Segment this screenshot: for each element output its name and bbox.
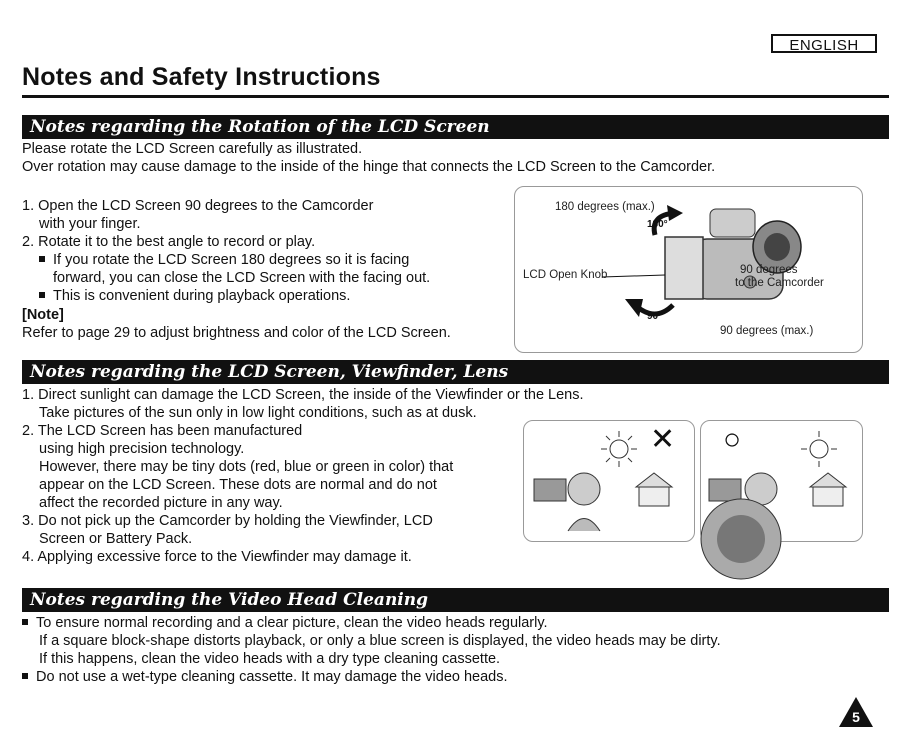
note-text: Refer to page 29 to adjust brightness and color of the LCD Screen. <box>22 325 451 341</box>
mark-90: 90° <box>647 311 663 322</box>
note-label: [Note] <box>22 307 64 323</box>
mark-180: 180° <box>647 219 668 230</box>
bullet-line <box>39 287 350 305</box>
step-line: 2. Rotate it to the best angle to record or play. <box>22 234 316 250</box>
text-line: If this happens, clean the video heads with a dry type cleaning cassette. <box>39 651 501 667</box>
section-heading-video-head-cleaning: Notes regarding the Video Head Cleaning <box>30 590 429 610</box>
bullet-text: Do not use a wet-type cleaning cassette. It may damage the video heads. <box>36 669 508 685</box>
bullet-marker <box>39 292 45 298</box>
step-line: forward, you can close the LCD Screen with the facing out. <box>53 270 431 286</box>
page-number-badge <box>838 696 874 728</box>
page-title: Notes and Safety Instructions <box>22 63 381 91</box>
intro-line: Over rotation may cause damage to the inside of the hinge that connects the LCD Screen to the Camcorder. <box>22 159 716 175</box>
label-to-camcorder: to the Camcorder <box>735 277 824 289</box>
bullet-marker <box>39 256 45 262</box>
title-divider <box>22 95 889 98</box>
label-90-max: 90 degrees (max.) <box>720 325 814 337</box>
right-sun-figure <box>700 420 863 542</box>
text-line: If a square block-shape distorts playback, or only a blue screen is displayed, the video heads may be dirty. <box>39 633 721 649</box>
label-lcd-open-knob: LCD Open Knob <box>523 269 608 281</box>
right-mark: ○ <box>723 423 742 456</box>
intro-line: Please rotate the LCD Screen carefully as illustrated. <box>22 141 363 157</box>
bullet-line <box>22 614 548 632</box>
bullet-line <box>39 251 409 269</box>
label-180-max: 180 degrees (max.) <box>555 201 655 213</box>
wrong-mark: ✕ <box>650 423 676 456</box>
text-line: 1. Direct sunlight can damage the LCD Screen, the inside of the Viewfinder or the Lens. <box>22 387 584 403</box>
bullet-text: This is convenient during playback operations. <box>53 288 351 304</box>
text-line: Take pictures of the sun only in low light conditions, such as at dusk. <box>39 405 477 421</box>
label-90-degrees: 90 degrees <box>740 264 798 276</box>
bullet-text: If you rotate the LCD Screen 180 degrees so it is facing <box>53 252 410 268</box>
language-badge: ENGLISH <box>771 34 877 53</box>
section-heading-screen-viewfinder-lens: Notes regarding the LCD Screen, Viewfinder, Lens <box>30 362 509 382</box>
section-heading-lcd-rotation: Notes regarding the Rotation of the LCD Screen <box>30 117 490 137</box>
text-line: However, there may be tiny dots (red, blue or green in color) that <box>39 459 454 475</box>
bullet-marker <box>22 619 28 625</box>
text-line: Screen or Battery Pack. <box>39 531 193 547</box>
text-line: 4. Applying excessive force to the Viewfinder may damage it. <box>22 549 412 565</box>
lcd-rotation-figure <box>514 186 863 353</box>
text-line: using high precision technology. <box>39 441 245 457</box>
bullet-marker <box>22 673 28 679</box>
text-line: affect the recorded picture in any way. <box>39 495 283 511</box>
bullet-text: To ensure normal recording and a clear picture, clean the video heads regularly. <box>36 615 548 631</box>
text-line: 3. Do not pick up the Camcorder by holding the Viewfinder, LCD <box>22 513 433 529</box>
step-line: with your finger. <box>39 216 141 232</box>
text-line: appear on the LCD Screen. These dots are normal and do not <box>39 477 437 493</box>
wrong-sun-figure <box>523 420 695 542</box>
step-line: 1. Open the LCD Screen 90 degrees to the Camcorder <box>22 198 374 214</box>
bullet-line <box>22 668 508 686</box>
text-line: 2. The LCD Screen has been manufactured <box>22 423 303 439</box>
page-number: 5 <box>852 709 860 725</box>
